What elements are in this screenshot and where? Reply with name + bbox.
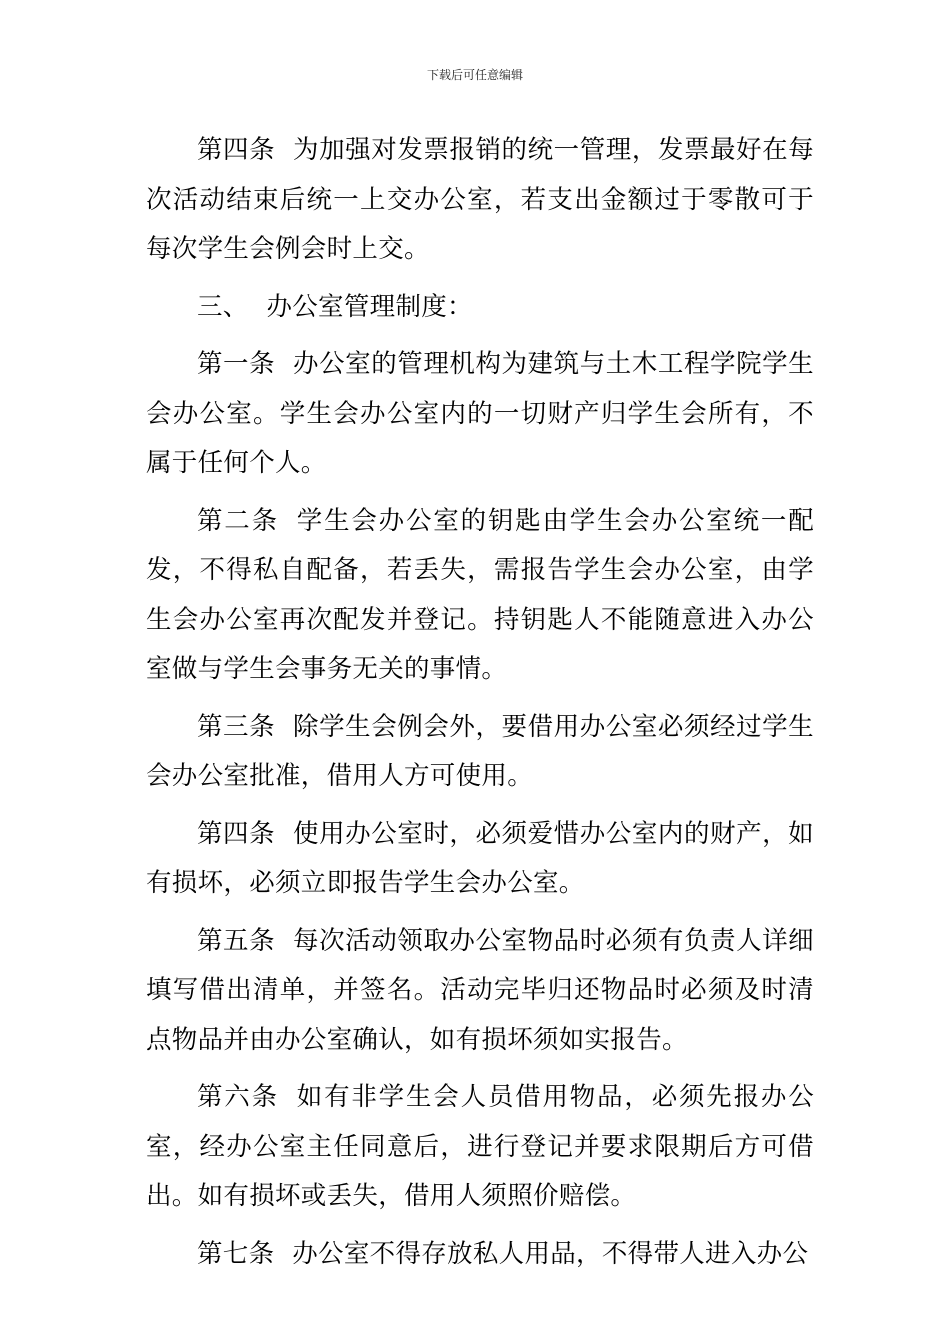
paragraph-article-1 xyxy=(146,340,814,489)
paragraph-article-5 xyxy=(146,917,814,1066)
article-number: 第三条 xyxy=(197,711,276,742)
article-text: 使用办公室时，必须爱惜办公室内的财产，如有损坏，必须立即报告学生会办公室。 xyxy=(146,818,814,898)
article-text: 如有非学生会人员借用物品，必须先报办公室，经办公室主任同意后，进行登记并要求限期后方可借出。如有损坏或丢失，借用人须照价赔偿。 xyxy=(146,1082,815,1211)
section-heading-office-rules xyxy=(146,283,814,333)
paragraph-article-6 xyxy=(146,1073,814,1222)
article-text: 除学生会例会外，要借用办公室必须经过学生会办公室批准，借用人方可使用。 xyxy=(146,711,814,791)
paragraph-article-3 xyxy=(146,703,814,802)
article-number: 第一条 xyxy=(197,349,276,379)
document-body xyxy=(146,126,814,1287)
section-title: 办公室管理制度： xyxy=(266,291,473,322)
page-header: 下载后可任意编辑 xyxy=(426,68,523,82)
section-number: 三、 xyxy=(197,291,249,322)
paragraph-article-2 xyxy=(146,497,814,695)
article-number: 第四条 xyxy=(197,818,276,849)
article-text: 学生会办公室的钥匙由学生会办公室统一配发，不得私自配备，若丢失，需报告学生会办公室，由学生会办公室再次配发并登记。持钥匙人不能随意进入办公室做与学生会事务无关的事情。 xyxy=(146,505,815,684)
article-number: 第二条 xyxy=(197,505,279,536)
article-number: 第六条 xyxy=(197,1082,279,1112)
article-number: 第七条 xyxy=(197,1238,275,1269)
paragraph-article-7 xyxy=(146,1230,814,1280)
article-text: 办公室的管理机构为建筑与土木工程学院学生会办公室。学生会办公室内的一切财产归学生会所有，不属于任何个人。 xyxy=(146,349,814,478)
article-text: 每次活动领取办公室物品时必须有负责人详细填写借出清单，并签名。活动完毕归还物品时必须及时清点物品并由办公室确认，如有损坏须如实报告。 xyxy=(146,925,814,1055)
article-number: 第四条 xyxy=(197,135,276,165)
paragraph-article-4-invoices xyxy=(146,126,814,275)
article-text: 办公室不得存放私人用品，不得带人进入办公 xyxy=(292,1238,809,1269)
article-number: 第五条 xyxy=(197,925,276,956)
article-text: 为加强对发票报销的统一管理，发票最好在每次活动结束后统一上交办公室，若支出金额过于零散可于每次学生会例会时上交。 xyxy=(146,135,814,264)
paragraph-article-4 xyxy=(146,810,814,909)
